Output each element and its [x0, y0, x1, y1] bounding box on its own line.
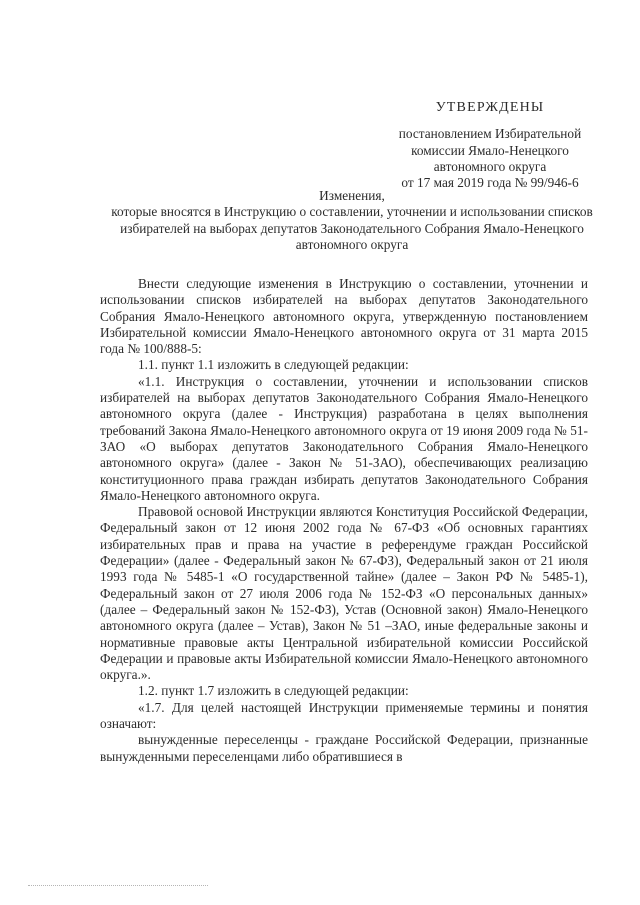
document-heading [92, 188, 612, 253]
document-body [100, 276, 588, 765]
paragraph: «1.1. Инструкция о составлении, уточнении и использовании списков избирателей на выборах депутатов Законодательного Собрания Ямало-Ненецкого автономного округа (далее - Инструкция) разработана в целях выполнения требований Закона Ямало-Ненецкого автономного округа от 19 июня 2009 года № 51-ЗАО «О выборах депутатов Законодательного Собрания Ямало-Ненецкого автономного округа» (далее - Закон № 51-ЗАО), обеспечивающих реализацию конституционного права граждан избирать депутатов Законодательного Собрания Ямало-Ненецкого автономного округа. [100, 373, 588, 503]
approval-line: постановлением Избирательной [398, 126, 582, 142]
paragraph: Правовой основой Инструкции являются Конституция Российской Федерации, Федеральный закон от 12 июня 2002 года № 67-ФЗ «Об основных гарантиях избирательных прав и права на участие в референдуме граждан Российской Федерации» (далее - Федеральный закон № 67-ФЗ), Федеральный закон от 21 июля 1993 года № 5485-1 «О государственной тайне» (далее – Закон РФ № 5485-1), Федеральный закон от 27 июля 2006 года № 152-ФЗ «О персональных данных» (далее – Федеральный закон № 152-ФЗ), Устав (Основной закон) Ямало-Ненецкого автономного округа (далее – Устав), Закон № 51 –ЗАО, иные федеральные законы и нормативные правовые акты Центральной избирательной комиссии Российской Федерации и правовые акты Избирательной комиссии Ямало-Ненецкого автономного округа.». [100, 504, 588, 683]
paragraph-item: 1.2. пункт 1.7 изложить в следующей редакции: [138, 683, 409, 699]
paragraph-item: 1.1. пункт 1.1 изложить в следующей редакции: [138, 357, 409, 373]
scan-artifact-line [28, 885, 208, 887]
paragraph: Внести следующие изменения в Инструкцию о составлении, уточнении и использовании списков избирателей на выборах депутатов Законодательного Собрания Ямало-Ненецкого автономного округа, утвержденную постановлением Избирательной комиссии Ямало-Ненецкого автономного округа от 31 марта 2015 года № 100/888-5: [100, 276, 588, 357]
approval-stamp [375, 100, 605, 191]
approval-line: комиссии Ямало-Ненецкого [411, 142, 569, 158]
heading-subtitle: которые вносятся в Инструкцию о составлении, уточнении и использовании списков избирателей на выборах депутатов Законодательного Собрания Ямало-Ненецкого автономного округа [111, 204, 593, 252]
approval-title: УТВЕРЖДЕНЫ [435, 100, 545, 115]
approval-date-line: от 17 мая 2019 года № 99/946-6 [401, 175, 579, 191]
heading-title: Изменения, [319, 188, 385, 203]
paragraph: «1.7. Для целей настоящей Инструкции применяемые термины и понятия означают: [100, 699, 588, 732]
approval-line: автономного округа [433, 158, 547, 174]
paragraph: вынужденные переселенцы - граждане Российской Федерации, признанные вынужденными переселенцами либо обратившиеся в [100, 732, 588, 764]
